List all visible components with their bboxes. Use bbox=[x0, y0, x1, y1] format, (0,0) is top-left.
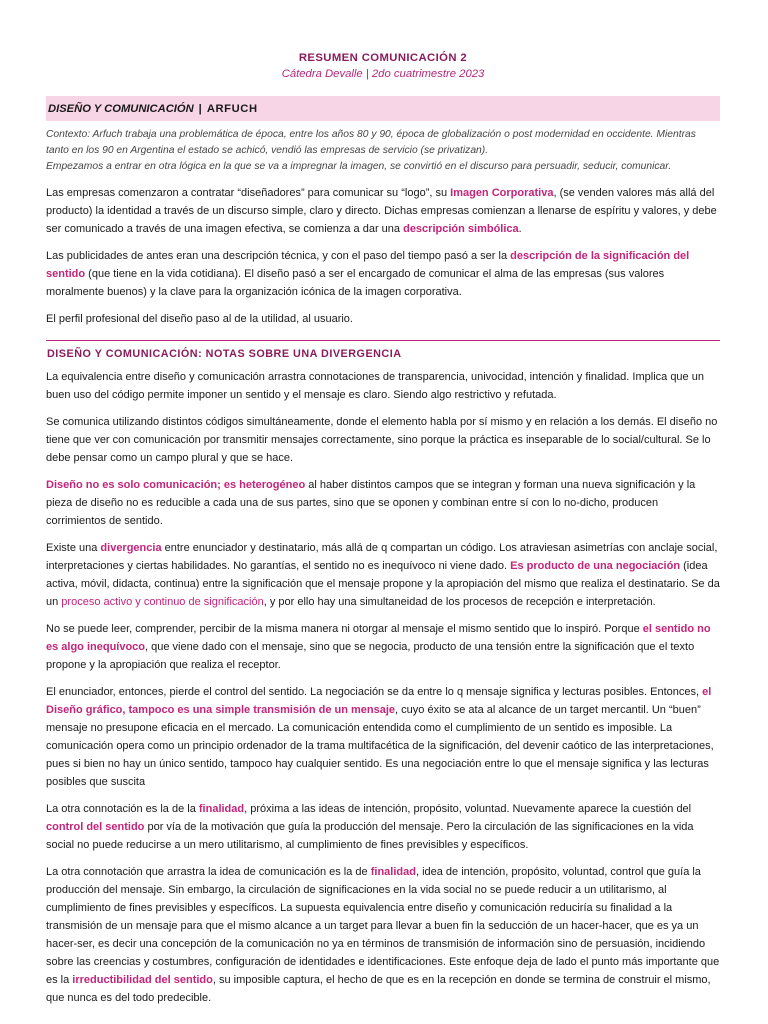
highlight-term: descripción simbólica bbox=[403, 223, 519, 235]
text-run: El enunciador, entonces, pierde el control del sentido. La negociación se da entre lo q mensaje significa y lecturas posibles. Entonces, bbox=[46, 686, 703, 698]
paragraph bbox=[46, 476, 720, 530]
highlight-term: finalidad bbox=[198, 803, 245, 815]
paragraph bbox=[46, 247, 720, 301]
text-run: , (se venden valores más allá del producto) la identidad a través de un discurso simple, claro y directo. Dichas empresas comienzan a llenarse de espíritu y valores, y debe ser comunicado a través de una imagen efectiva, se comienza a dar una bbox=[46, 187, 717, 235]
text-run: (que tiene en la vida cotidiana). El diseño pasó a ser el encargado de comunicar el alma de las empresas (sus valores moralmente buenos) y la clave para la organización icónica de la imagen corporativa. bbox=[46, 268, 665, 298]
section-heading-separator: | bbox=[198, 102, 202, 115]
text-run: Existe una bbox=[46, 542, 101, 554]
section-heading-divergencia: DISEÑO Y COMUNICACIÓN: NOTAS SOBRE UNA DIVERGENCIA bbox=[46, 340, 720, 360]
highlight-term: proceso activo y continuo de significación bbox=[61, 596, 264, 608]
highlight-term: divergencia bbox=[100, 542, 162, 554]
text-run: , idea de intención, propósito, voluntad, control que guía la producción del mensaje. Sin embargo, la circulación de significaciones en la vida social no se puede reducir a un utilitarismo, al cumplimiento de fines previsibles y específicos. La supuesta equivalencia entre diseño y comunicación reduciría su finalidad a la transmisión de un mensaje para que el mismo alcance a un target para llevar a buen fin la seducción de un hacer-hacer, que es ya un hacer-ser, es decir una concepción de la comunicación no ya en términos de transmisión de información sino de persuasión, incidiendo sobre las creencias y costumbres, configuración de identidades e identificaciones. Este enfoque deja de lado el punto más importante que es la bbox=[46, 866, 720, 986]
highlight-term: Diseño no es solo comunicación; es heterogéneo bbox=[46, 479, 306, 491]
section-heading-arfuch bbox=[46, 96, 720, 121]
context-text-2: Empezamos a entrar en otra lógica en la que se va a impregnar la imagen, se convirtió en el discurso para persuadir, seducir, comunicar. bbox=[46, 161, 672, 172]
text-run: Las publicidades de antes eran una descripción técnica, y con el paso del tiempo pasó a ser la bbox=[46, 250, 511, 262]
text-run: entre enunciador y destinatario, más allá de q compartan un código. Los atraviesan asimetrías con anclaje social, interpretaciones y ciertas habilidades. No garantías, el sentido no es inequívoco ni viene dado. bbox=[46, 542, 718, 572]
text-run: , que viene dado con el mensaje, sino que se negocia, producto de una tensión entre la significación que el texto propone y la apropiación que realiza el receptor. bbox=[46, 641, 695, 671]
text-run: Las empresas comenzaron a contratar “diseñadores” para comunicar su “logo”, su bbox=[46, 187, 451, 199]
highlight-term: finalidad bbox=[370, 866, 416, 878]
paragraph: El perfil profesional del diseño paso al de la utilidad, al usuario. bbox=[46, 313, 353, 325]
highlight-term: el sentido no es algo inequívoco bbox=[46, 623, 711, 653]
document-title: RESUMEN COMUNICACIÓN 2 bbox=[298, 52, 468, 64]
text-run: La otra connotación que arrastra la idea de comunicación es la de bbox=[46, 866, 371, 878]
paragraph: La equivalencia entre diseño y comunicación arrastra connotaciones de transparencia, univocidad, intención y finalidad. Implica que un buen uso del código permite imponer un sentido y el mensaje es claro. Siendo algo restrictivo y refutada. bbox=[46, 371, 704, 401]
text-run: , y por ello hay una simultaneidad de los procesos de recepción e interpretación. bbox=[263, 596, 656, 608]
text-run: , su imposible captura, el hecho de que es en la recepción en donde se termina de construir el mismo, que nunca es del todo predecible. bbox=[46, 974, 711, 1004]
highlight-term: Imagen Corporativa bbox=[450, 187, 554, 199]
document-subtitle: Cátedra Devalle | 2do cuatrimestre 2023 bbox=[281, 68, 485, 80]
paragraph bbox=[46, 800, 720, 854]
text-run: No se puede leer, comprender, percibir de la misma manera ni otorgar al mensaje el mismo sentido que lo inspiró. Porque bbox=[46, 623, 643, 635]
paragraph bbox=[46, 539, 720, 611]
highlight-term: Es producto de una negociación bbox=[510, 560, 681, 572]
text-run: La otra connotación es la de la bbox=[46, 803, 199, 815]
paragraph bbox=[46, 683, 720, 791]
context-text: Contexto: Arfuch trabaja una problemática de época, entre los años 80 y 90, época de globalización o post modernidad en occidente. Mientras tanto en los 90 en Argentina el estado se achicó, vendió las empresas de servicio (se privatizan). bbox=[46, 129, 696, 156]
text-run: , próxima a las ideas de intención, propósito, voluntad. Nuevamente aparece la cuestión del bbox=[244, 803, 692, 815]
highlight-term: descripción de la significación del sentido bbox=[46, 250, 690, 280]
paragraph bbox=[46, 863, 720, 1007]
text-run: por vía de la motivación que guía la producción del mensaje. Pero la circulación de las significaciones en la vida social no puede reducirse a un mero utilitarismo, al cumplimiento de fines previsibles y específicos. bbox=[46, 821, 694, 851]
highlight-term: control del sentido bbox=[46, 821, 145, 833]
section-heading-author: ARFUCH bbox=[206, 102, 258, 115]
paragraph: Se comunica utilizando distintos códigos simultáneamente, donde el elemento habla por sí mismo y en relación a los demás. El diseño no tiene que ver con comunicación por transmitir mensajes correctamente, sino porque la práctica es inseparable de lo social/cultural. Se lo debe pensar como un campo plural y que se hace. bbox=[46, 416, 718, 464]
highlight-term: el Diseño gráfico, tampoco es una simple transmisión de un mensaje bbox=[46, 686, 712, 716]
highlight-term: irreductibilidad del sentido bbox=[72, 974, 213, 986]
section-heading-main: DISEÑO Y COMUNICACIÓN bbox=[48, 102, 194, 115]
paragraph bbox=[46, 184, 720, 238]
text-run: . bbox=[518, 223, 522, 235]
context-note bbox=[46, 127, 720, 175]
paragraph bbox=[46, 620, 720, 674]
text-run: al haber distintos campos que se integran y forman una nueva significación y la pieza de diseño no es reducible a cada una de sus partes, sino que se oponen y combinan entre sí con lo no-dicho, producen corrimientos de sentido. bbox=[46, 479, 696, 527]
text-run: , cuyo éxito se ata al alcance de un target mercantil. Un “buen” mensaje no presupone eficacia en el mercado. La comunicación entendida como el cumplimiento de un sentido es imposible. La comunicación opera como un principio ordenador de la trama multifacética de la significación, del devenir caótico de las interpretaciones, pues si bien no hay un único sentido, tampoco hay cualquier sentido. Es una negociación entre lo que el mensaje significa y las lecturas posibles que suscita bbox=[46, 704, 714, 788]
text-run: (idea activa, móvil, didacta, continua) entre la significación que el mensaje propone y la apropiación del mismo que realiza el destinatario. Se da un bbox=[46, 560, 720, 608]
